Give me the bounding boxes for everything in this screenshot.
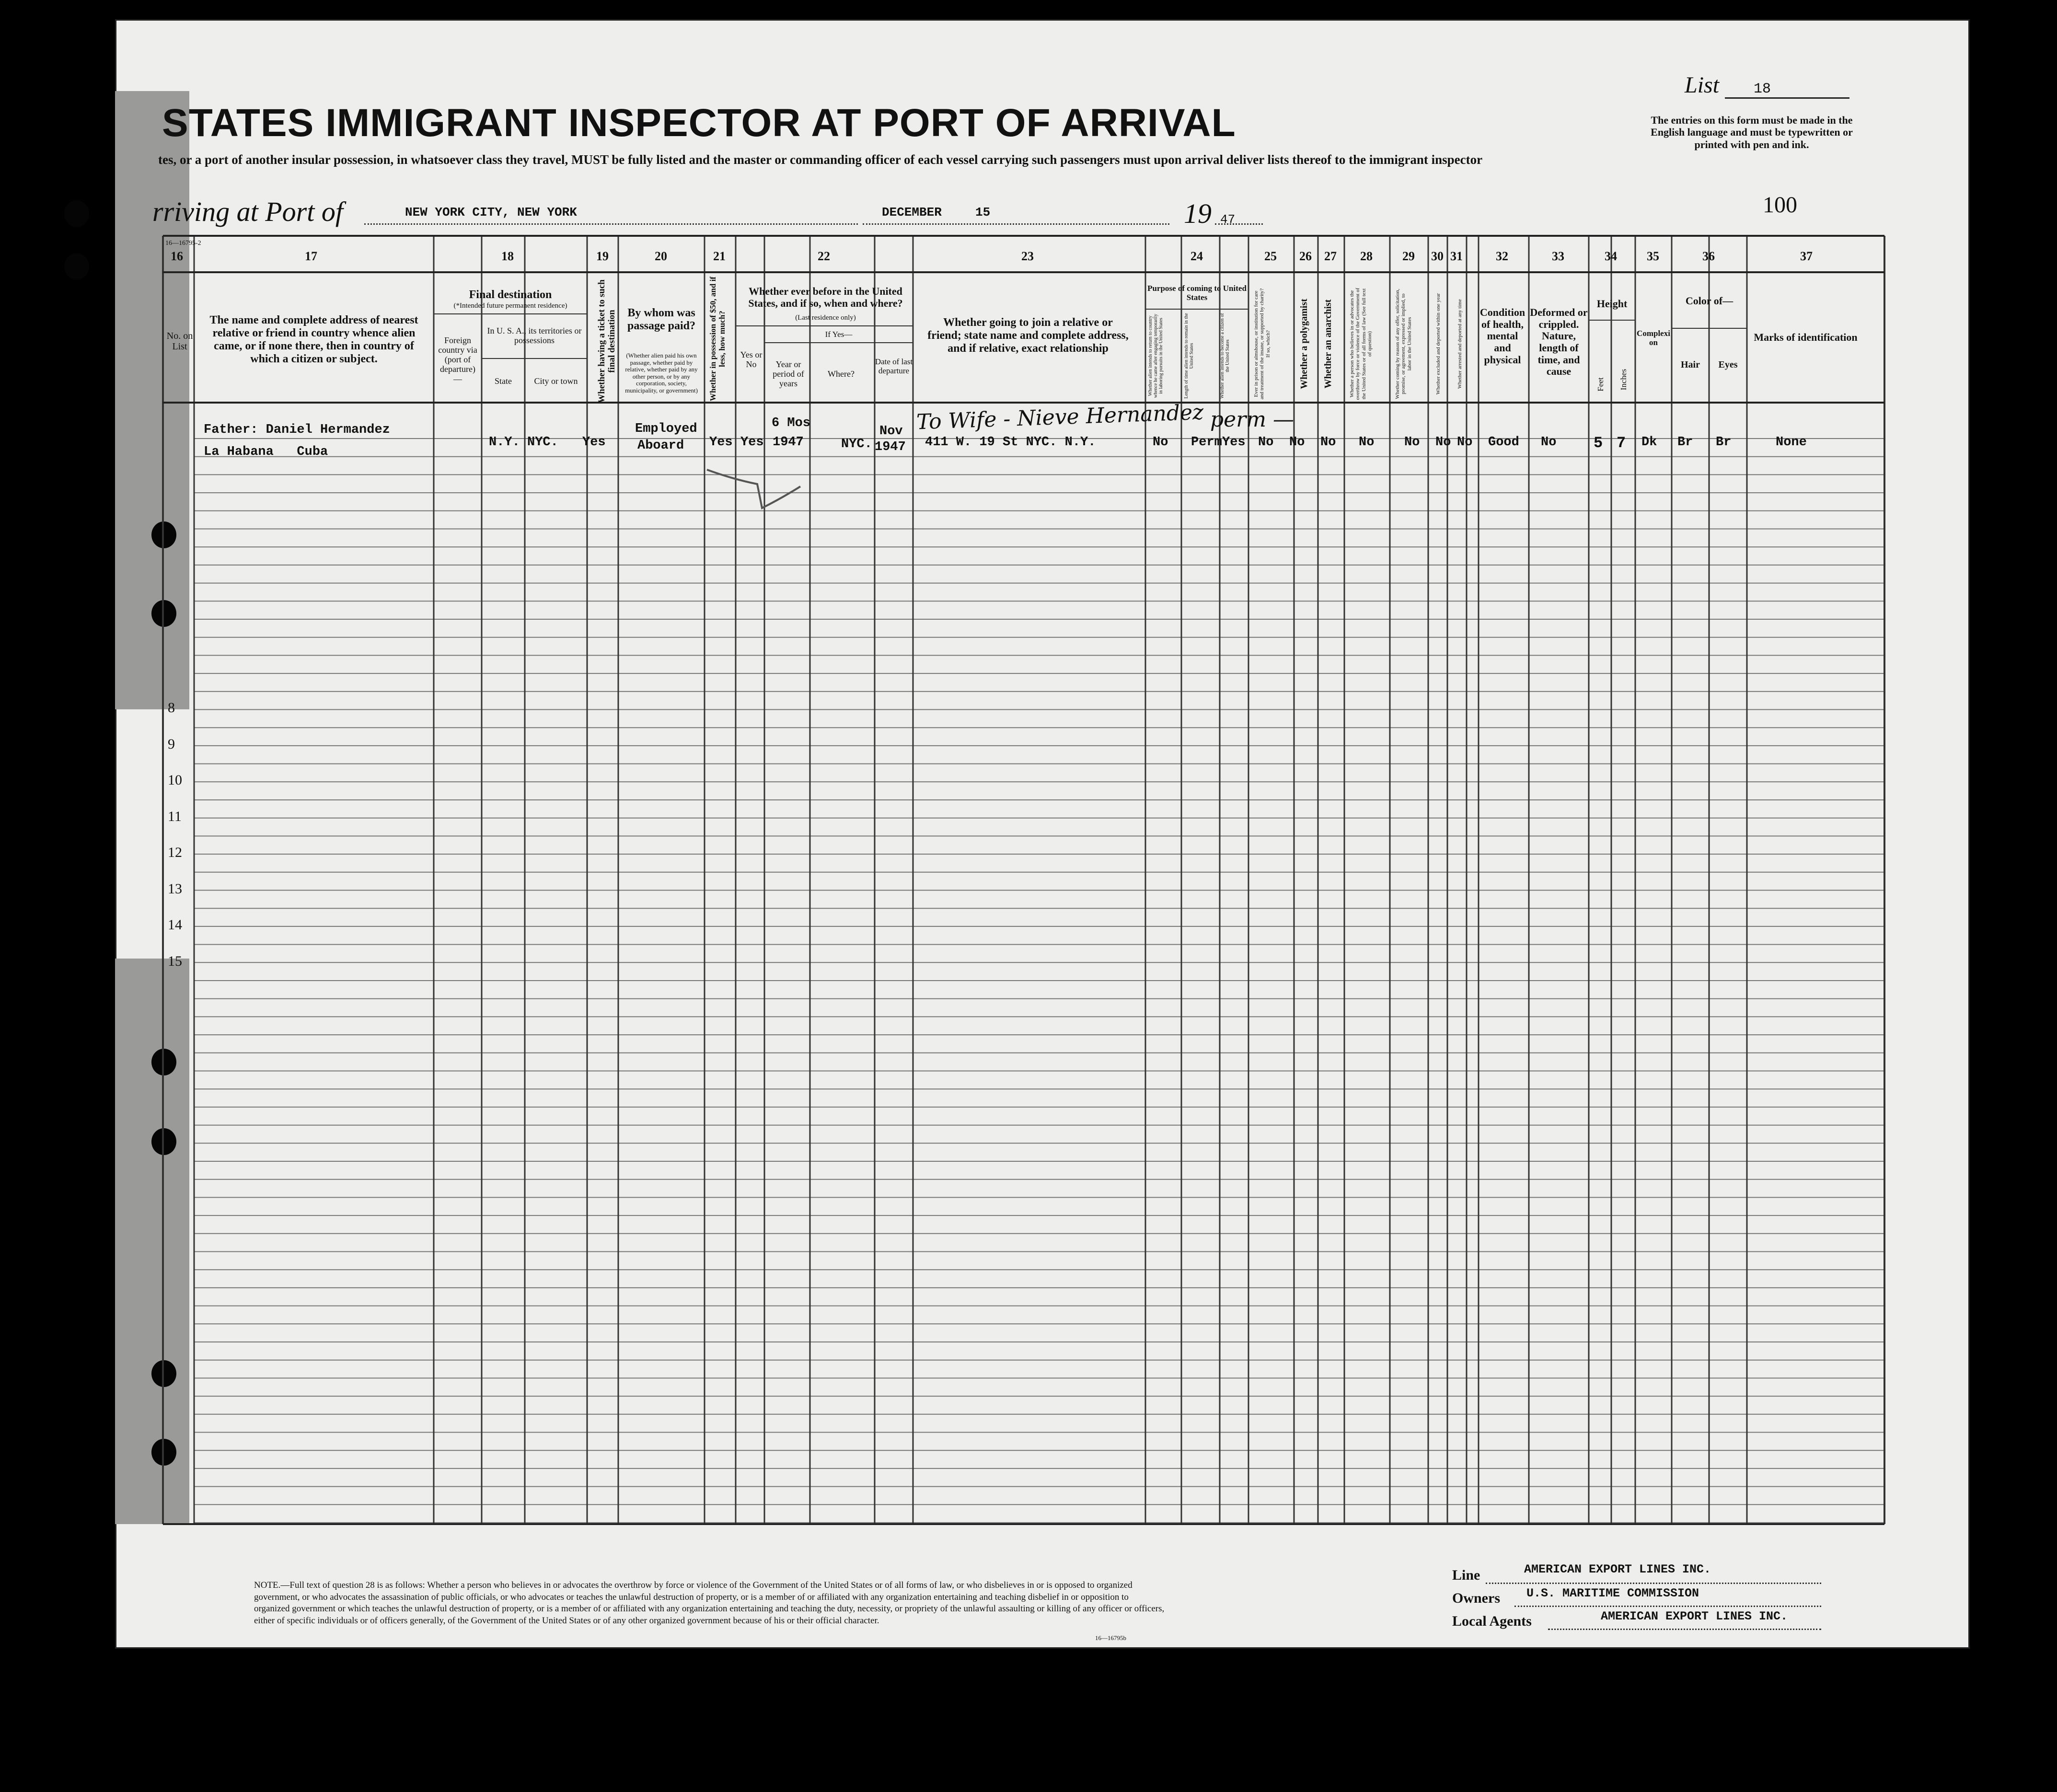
form-code-bottom: 16—16795b: [1095, 1634, 1126, 1642]
before-in-us: Yes: [740, 435, 764, 450]
departure-line1: Nov: [879, 424, 903, 439]
col33-header: Deformed or crippled. Nature, length of time, and cause: [1530, 306, 1588, 378]
column-number: 28: [1360, 249, 1373, 263]
height-inches: 7: [1617, 434, 1626, 452]
passage-line1: Employed: [635, 422, 697, 436]
column-number: 25: [1264, 249, 1277, 263]
col31-header: Whether arrested and deported at any time: [1457, 299, 1463, 389]
destination-city: NYC.: [527, 435, 558, 450]
form-code-top: 16—16795-2: [165, 240, 201, 247]
col18-state: State: [495, 376, 512, 386]
prison-value: No: [1258, 435, 1274, 450]
form-subtitle: tes, or a port of another insular possession, in whatsoever class they travel, MUST be fully listed and the master or commanding officer of each vessel carrying such passengers must upon arrival deliver lists thereof to the immigrant inspector: [158, 152, 1483, 167]
marks-value: None: [1776, 435, 1807, 450]
col22-yesno: Yes or No: [740, 350, 763, 370]
passage-line2: Aboard: [637, 439, 684, 453]
row-number: 15: [168, 953, 182, 969]
col30-header: Whether excluded and deported within one year: [1435, 293, 1441, 395]
row-number: 8: [168, 700, 175, 716]
column-number: 21: [713, 249, 726, 263]
owners-value: U.S. MARITIME COMMISSION: [1526, 1586, 1699, 1600]
column-number: 23: [1021, 249, 1034, 263]
column-number: 34: [1605, 249, 1617, 263]
deported-value: No: [1457, 435, 1473, 450]
column-number: 36: [1702, 249, 1715, 263]
column-number: 35: [1647, 249, 1659, 263]
complexion-value: Dk: [1641, 435, 1657, 450]
join-address: 411 W. 19 St NYC. N.Y.: [925, 435, 1096, 450]
col22-year: Year or period of years: [773, 359, 804, 389]
col18-city: City or town: [534, 376, 578, 386]
col25-header: Ever in prison or almshouse, or institution for care and treatment of the insane, or supported by charity? If so, which?: [1253, 288, 1271, 400]
col24-citizen: Whether alien intends to become a citizen of the United States: [1220, 313, 1231, 399]
relative-name: Father: Daniel Hermandez: [204, 423, 390, 437]
row-number: 13: [168, 880, 182, 897]
col36-eyes: Eyes: [1718, 359, 1738, 370]
column-number: 32: [1496, 249, 1508, 263]
eyes-value: Br: [1716, 435, 1732, 450]
list-label-text: List: [1685, 72, 1720, 98]
fifty-dollar-value: Yes: [709, 435, 733, 450]
purpose-length: Perm: [1191, 435, 1222, 450]
col19-header: Whether having a ticket to such final destination: [597, 279, 617, 403]
col22-where: Where?: [828, 369, 855, 379]
col29-header: Whether coming by reason of any offer, solicitation, promise, or agreement, expressed or implied, to labor in the United States: [1395, 289, 1412, 399]
col37-header: Marks of identification: [1754, 331, 1858, 343]
column-number: 22: [818, 249, 830, 263]
period-line1: 6 Mos: [772, 416, 811, 430]
departure-line2: 1947: [875, 440, 906, 454]
col32-header: Condition of health, mental and physical: [1479, 306, 1525, 366]
arriving-label: rriving at Port of: [152, 196, 343, 227]
deformed-value: No: [1541, 435, 1557, 450]
period-line2: 1947: [773, 435, 804, 450]
row-number: 14: [168, 917, 182, 933]
col22-subtitle: (Last residence only): [795, 314, 856, 322]
owners-label: Owners: [1452, 1590, 1500, 1606]
row-number: 12: [168, 844, 182, 860]
arrival-month: DECEMBER: [882, 205, 942, 220]
column-number: 17: [305, 249, 317, 263]
column-number: 26: [1299, 249, 1312, 263]
col24-header: Purpose of coming to United States: [1147, 284, 1247, 302]
col21-header: Whether in possession of $50, and if less, how much?: [708, 277, 727, 401]
column-number: 31: [1450, 249, 1463, 263]
column-number: 18: [501, 249, 514, 263]
col24-length: Length of time alien intends to remain in the United States: [1184, 313, 1195, 399]
line-underline: [1486, 1583, 1821, 1584]
labor-value: No: [1404, 435, 1420, 450]
port-name: NEW YORK CITY, NEW YORK: [405, 205, 577, 220]
polygamist-value: No: [1289, 435, 1305, 450]
col20-note: (Whether alien paid his own passage, whether paid by relative, whether paid by any other person, or by any corporation, society, municipality, or government): [625, 352, 698, 394]
column-number: 29: [1402, 249, 1415, 263]
year-suffix: 47: [1220, 212, 1236, 227]
column-number: 24: [1190, 249, 1203, 263]
health-value: Good: [1488, 435, 1519, 450]
relative-address: La Habana Cuba: [204, 445, 328, 459]
col22-title: Whether ever before in the United States, and if so, when and where?: [748, 285, 903, 309]
purpose-return: No: [1153, 435, 1168, 450]
hair-value: Br: [1677, 435, 1693, 450]
column-number: 16: [171, 249, 183, 263]
grid-horizontal-lines: [194, 439, 1884, 1523]
col27-header: Whether an anarchist: [1323, 299, 1333, 389]
where-value: NYC.: [841, 437, 872, 451]
col28-header: Whether a person who believes in or advocates the overthrow by force or violence of the Government of the United States or of all forms of law (See full text of question): [1349, 288, 1373, 400]
page-number: 100: [1763, 192, 1797, 218]
column-number: 19: [596, 249, 609, 263]
line-label: Line: [1452, 1567, 1480, 1583]
column-number: 30: [1431, 249, 1444, 263]
column-number: 33: [1552, 249, 1564, 263]
destination-state: N.Y.: [489, 435, 520, 450]
row-number: 10: [168, 772, 182, 788]
col17-header: The name and complete address of nearest relative or friend in country whence alien came, or if none there, then in country of which a citizen or subject.: [209, 314, 418, 365]
ticket-value: Yes: [582, 435, 606, 450]
anarchist-value: No: [1320, 435, 1336, 450]
col16-header: No. on List: [166, 331, 193, 352]
form-title: STATES IMMIGRANT INSPECTOR AT PORT OF ARRIVAL: [162, 101, 1236, 145]
agents-underline: [1548, 1629, 1821, 1630]
col18-subtitle: (*Intended future permanent residence): [453, 302, 567, 310]
row-number: 9: [168, 736, 175, 752]
year-prefix: 19: [1184, 198, 1212, 229]
col26-header: Whether a polygamist: [1299, 299, 1309, 389]
excluded-value: No: [1435, 435, 1451, 450]
line-value: AMERICAN EXPORT LINES INC.: [1524, 1562, 1711, 1576]
handwritten-join-note: To Wife - Nieve Hernandez: [916, 400, 1204, 435]
col18-title: Final destination: [469, 289, 552, 301]
footnote-question-28: NOTE.—Full text of question 28 is as follows: Whether a person who believes in or advocates the overthrow by force or violence of the Government of the United States or of all forms of law, or who disbelieves in or is opposed to organized government, or who advocates the assassination of public officials, or who advocates or teaches the unlawful destruction of property, or is a member of or affiliated with any organization entertaining and teaching disbelief in or opposition to organized government or which teaches the unlawful destruction of property, or is a member of or affiliated with any organization entertaining and teaching the duty, necessity, or propriety of the unlawful assaulting or killing of any officer or officers, either of specific individuals or of officers generally, of the Government of the United States or of any other organized government because of his or their official character.: [254, 1580, 1165, 1626]
agents-value: AMERICAN EXPORT LINES INC.: [1601, 1609, 1788, 1623]
form-instructions: The entries on this form must be made in the English language and must be typewritten or printed with pen and ink.: [1651, 114, 1853, 150]
col36-hair: Hair: [1681, 359, 1700, 370]
col35-header: Complexion: [1637, 329, 1670, 347]
col34-inches: Inches: [1619, 369, 1628, 391]
col36-header: Color of—: [1685, 295, 1733, 307]
handwritten-citizen-note: perm —: [1210, 407, 1294, 432]
list-number: 18: [1725, 81, 1849, 99]
col18-foreign: Foreign country via (port of departure)—: [438, 335, 477, 384]
overthrow-value: No: [1359, 435, 1375, 450]
col18-usa: In U. S. A., its territories or possessions: [487, 326, 582, 346]
arrival-day: 15: [975, 205, 991, 220]
col24-return: Whether alien intends to return to country whence he came after engaging temporarily in laboring pursuits in the United States: [1148, 313, 1164, 398]
column-number: 27: [1324, 249, 1337, 263]
owners-underline: [1514, 1606, 1821, 1607]
col22-ifyes: If Yes—: [825, 330, 853, 339]
col34-feet: Feet: [1596, 377, 1605, 392]
column-number: 20: [655, 249, 667, 263]
handwritten-check-mark: [705, 460, 810, 518]
row-number: 11: [168, 808, 182, 824]
agents-label: Local Agents: [1452, 1613, 1532, 1629]
height-feet: 5: [1594, 434, 1603, 452]
column-number: 37: [1800, 249, 1813, 263]
col23-header: Whether going to join a relative or friend; state name and complete address, and if relative, exact relationship: [927, 316, 1129, 355]
col20-header: By whom was passage paid?: [627, 307, 696, 332]
col34-header: Height: [1596, 298, 1628, 310]
purpose-citizen: Yes: [1222, 435, 1246, 450]
col22-date: Date of last departure: [875, 357, 913, 376]
